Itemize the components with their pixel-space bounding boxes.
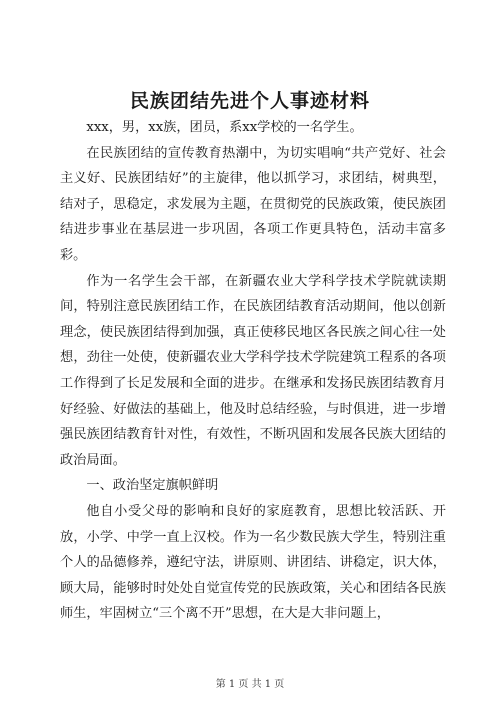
document-title: 民族团结先进个人事迹材料 <box>129 90 370 112</box>
section-heading: 一、政治坚定旗帜鲜明 <box>86 478 219 494</box>
intro-paragraph: xxx，男，xx族，团员，系xx学校的一名学生。 <box>86 120 363 135</box>
body-paragraph-1: 在民族团结的宣传教育热潮中，为切实唱响“共产党好、社会主义好、民族团结好”的主旋律，他以抓学习，求团结，树典型，结对子，思稳定，求发展为主题，在贯彻党的民族政策，使民族团结进步事业在基层进一步巩固，各项工作更具特色，活动丰富多彩。 <box>60 145 446 263</box>
section-paragraph: 他自小受父母的影响和良好的家庭教育，思想比较活跃、开放，小学、中学一直上汉校。作为一名少数民族大学生，特别注重个人的品德修养，遵纪守法，讲原则、讲团结、讲稳定，识大体，顾大局，能够时时处处自觉宣传党的民族政策，关心和团结各民族师生，牢固树立“三个离不开”思想，在大是大非问题上， <box>60 503 446 622</box>
document-body <box>60 115 446 627</box>
body-paragraph-2: 作为一名学生会干部，在新疆农业大学科学技术学院就读期间，特别注意民族团结工作，在民族团结教育活动期间，他以创新理念，使民族团结得到加强，真正使移民地区各民族之间心往一处想，劲往一处使，使新疆农业大学科学技术学院建筑工程系的各项工作得到了长足发展和全面的进步。在继承和发扬民族团结教育月好经验、好做法的基础上，他及时总结经验，与时俱进，进一步增强民族团结教育针对性，有效性，不断巩固和发展各民族大团结的政治局面。 <box>60 273 446 468</box>
page-footer: 第 1 页 共 1 页 <box>215 679 285 690</box>
